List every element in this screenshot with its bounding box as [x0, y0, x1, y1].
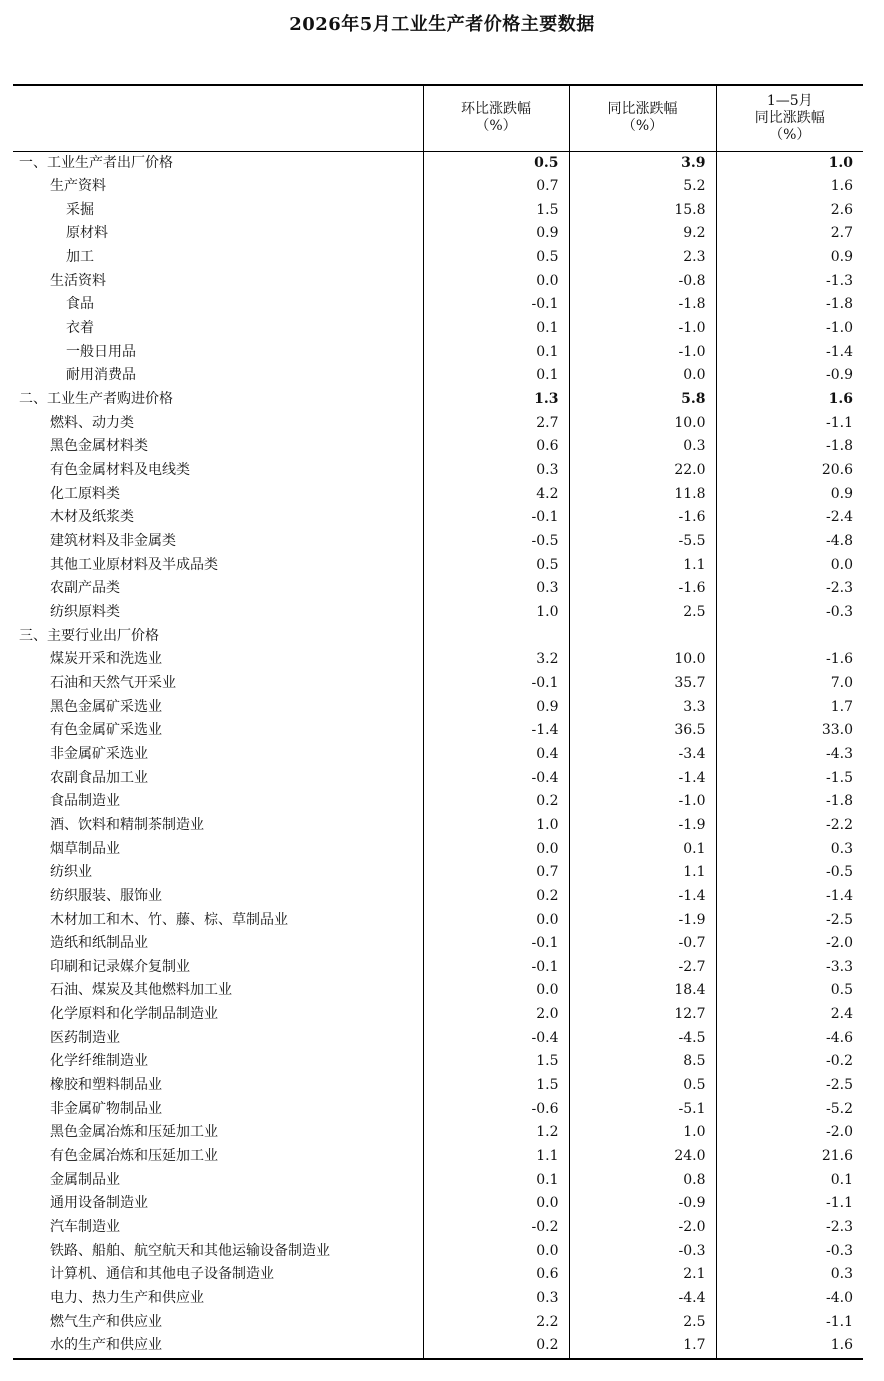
yoy-value: -5.1: [569, 1098, 716, 1122]
mom-value: 2.2: [423, 1311, 569, 1335]
page-title: 2026年5月工业生产者价格主要数据: [289, 14, 595, 35]
mom-value: 3.2: [423, 648, 569, 672]
table-row: [13, 1334, 863, 1359]
row-label: 非金属矿物制品业: [50, 1100, 162, 1117]
header-mom: [423, 85, 569, 151]
yoy-value: 5.2: [569, 175, 716, 199]
mom-value: 0.0: [423, 838, 569, 862]
mom-value: 1.2: [423, 1121, 569, 1145]
ytd-value: -1.8: [716, 790, 863, 814]
table-row: [13, 767, 863, 791]
header-label-cell: [13, 85, 423, 151]
table-row: [13, 364, 863, 388]
table-row: [13, 956, 863, 980]
yoy-value: 8.5: [569, 1050, 716, 1074]
yoy-value: 22.0: [569, 459, 716, 483]
row-label: 水的生产和供应业: [13, 1334, 423, 1359]
yoy-value: 1.1: [569, 861, 716, 885]
ytd-value: 2.6: [716, 199, 863, 223]
row-label: 电力、热力生产和供应业: [50, 1290, 204, 1306]
table-row: [13, 1027, 863, 1051]
mom-value: 1.3: [423, 388, 569, 412]
yoy-value: 9.2: [569, 222, 716, 246]
row-label: 有色金属矿采选业: [50, 722, 162, 739]
yoy-value: 3.9: [569, 151, 716, 175]
mom-value: 0.4: [423, 743, 569, 767]
mom-value: -0.1: [423, 932, 569, 956]
yoy-value: 1.7: [569, 1334, 716, 1359]
mom-value: 1.5: [423, 199, 569, 223]
ytd-value: 1.7: [716, 696, 863, 720]
header-yoy-unit: （%）: [621, 118, 664, 135]
header-ytd-unit: （%）: [769, 126, 811, 143]
mom-value: -0.6: [423, 1098, 569, 1122]
row-label: 木材及纸浆类: [50, 509, 134, 526]
row-label: 燃料、动力类: [50, 414, 134, 431]
yoy-value: -0.9: [569, 1192, 716, 1216]
ytd-value: -0.3: [716, 1240, 863, 1264]
yoy-value: 11.8: [569, 483, 716, 507]
mom-value: 2.7: [423, 412, 569, 436]
ytd-value: 7.0: [716, 672, 863, 696]
ytd-value: 1.6: [716, 388, 863, 412]
mom-value: 0.0: [423, 1192, 569, 1216]
ytd-value: -2.2: [716, 814, 863, 838]
ytd-value: -1.1: [716, 412, 863, 436]
table-body: [13, 151, 863, 1359]
mom-value: 0.0: [423, 909, 569, 933]
row-label: 煤炭开采和洗选业: [50, 651, 162, 668]
mom-value: 0.1: [423, 341, 569, 365]
mom-value: -0.1: [423, 293, 569, 317]
yoy-value: 2.5: [569, 1311, 716, 1335]
mom-value: -0.4: [423, 1027, 569, 1051]
yoy-value: -1.0: [569, 790, 716, 814]
mom-value: 0.6: [423, 435, 569, 459]
price-data-table: [13, 84, 863, 1360]
mom-value: 0.9: [423, 222, 569, 246]
ytd-value: 2.7: [716, 222, 863, 246]
row-label: 石油和天然气开采业: [50, 674, 176, 691]
ytd-value: 2.4: [716, 1003, 863, 1027]
yoy-value: 0.8: [569, 1169, 716, 1193]
ytd-value: 21.6: [716, 1145, 863, 1169]
ytd-value: 0.9: [716, 483, 863, 507]
row-label: 计算机、通信和其他电子设备制造业: [50, 1266, 274, 1283]
row-label: 铁路、船舶、航空航天和其他运输设备制造业: [50, 1242, 330, 1259]
mom-value: 0.9: [423, 696, 569, 720]
header-mom-text: 环比涨跌幅: [461, 101, 531, 118]
header-yoy: [569, 85, 716, 151]
yoy-value: -1.0: [569, 317, 716, 341]
mom-value: -0.2: [423, 1216, 569, 1240]
yoy-value: -1.4: [569, 885, 716, 909]
mom-value: 0.2: [423, 885, 569, 909]
yoy-value: -1.9: [569, 909, 716, 933]
ytd-value: -0.2: [716, 1050, 863, 1074]
table-row: [13, 838, 863, 862]
row-label: 采掘: [66, 201, 94, 218]
table-row: [13, 885, 863, 909]
yoy-value: -1.4: [569, 767, 716, 791]
ytd-value: -2.5: [716, 1074, 863, 1098]
mom-value: 0.3: [423, 1287, 569, 1311]
row-label: 化学纤维制造业: [50, 1053, 148, 1070]
mom-value: 0.1: [423, 317, 569, 341]
ytd-value: -1.1: [716, 1192, 863, 1216]
mom-value: 0.1: [423, 364, 569, 388]
header-ytd-period: 1—5月: [766, 92, 813, 109]
table-row: [13, 672, 863, 696]
row-label: 农副食品加工业: [50, 769, 148, 786]
row-label: 食品制造业: [50, 793, 120, 810]
ytd-value: 0.9: [716, 246, 863, 270]
table-row: [13, 979, 863, 1003]
ytd-value: -1.1: [716, 1311, 863, 1335]
yoy-value: [569, 625, 716, 649]
ytd-value: -4.8: [716, 530, 863, 554]
yoy-value: -1.6: [569, 577, 716, 601]
ytd-value: -1.6: [716, 648, 863, 672]
header-mom-unit: （%）: [475, 118, 517, 135]
mom-value: -0.1: [423, 506, 569, 530]
ytd-value: 0.1: [716, 1169, 863, 1193]
ytd-value: -1.4: [716, 885, 863, 909]
row-label: 建筑材料及非金属类: [50, 533, 176, 549]
header-yoy-text: 同比涨跌幅: [607, 101, 678, 118]
table-row: [13, 199, 863, 223]
row-label: 二、工业生产者购进价格: [19, 391, 173, 408]
row-label: 三、主要行业出厂价格: [19, 627, 159, 644]
table-row: [13, 790, 863, 814]
table-row: [13, 696, 863, 720]
ytd-value: -1.8: [716, 293, 863, 317]
yoy-value: -4.5: [569, 1027, 716, 1051]
mom-value: 0.2: [423, 1334, 569, 1359]
ytd-value: -0.3: [716, 601, 863, 625]
yoy-value: 35.7: [569, 672, 716, 696]
ytd-value: -3.3: [716, 956, 863, 980]
ytd-value: 1.0: [716, 151, 863, 175]
ytd-value: -2.3: [716, 577, 863, 601]
row-label: 黑色金属冶炼和压延加工业: [50, 1124, 218, 1141]
mom-value: -0.5: [423, 530, 569, 554]
row-label: 化工原料类: [50, 485, 120, 502]
yoy-value: 10.0: [569, 648, 716, 672]
yoy-value: 1.0: [569, 1121, 716, 1145]
table-row: [13, 1074, 863, 1098]
row-label: 原材料: [66, 225, 108, 242]
ytd-value: -2.0: [716, 1121, 863, 1145]
ytd-value: -1.0: [716, 317, 863, 341]
table-row: [13, 1169, 863, 1193]
yoy-value: -3.4: [569, 743, 716, 767]
ytd-value: -4.6: [716, 1027, 863, 1051]
yoy-value: 36.5: [569, 719, 716, 743]
yoy-value: 3.3: [569, 696, 716, 720]
table-row: [13, 1121, 863, 1145]
ytd-value: -2.4: [716, 506, 863, 530]
table-row: [13, 625, 863, 649]
yoy-value: -1.8: [569, 293, 716, 317]
table-row: [13, 293, 863, 317]
row-label: 纺织原料类: [50, 603, 120, 620]
yoy-value: 24.0: [569, 1145, 716, 1169]
ytd-value: [716, 625, 863, 649]
row-label: 食品: [66, 296, 94, 313]
yoy-value: 2.1: [569, 1263, 716, 1287]
table-row: [13, 435, 863, 459]
row-label: 一般日用品: [66, 343, 136, 360]
mom-value: 0.5: [423, 554, 569, 578]
ytd-value: 20.6: [716, 459, 863, 483]
table-row: [13, 222, 863, 246]
yoy-value: 12.7: [569, 1003, 716, 1027]
table-header: [13, 85, 863, 151]
row-label: 橡胶和塑料制品业: [50, 1077, 162, 1094]
mom-value: 0.0: [423, 270, 569, 294]
mom-value: 0.5: [423, 151, 569, 175]
ytd-value: -2.3: [716, 1216, 863, 1240]
table-row: [13, 1003, 863, 1027]
yoy-value: -0.7: [569, 932, 716, 956]
ytd-value: -5.2: [716, 1098, 863, 1122]
row-label: 造纸和纸制品业: [50, 935, 148, 952]
mom-value: 0.3: [423, 459, 569, 483]
table-row: [13, 459, 863, 483]
table-row: [13, 341, 863, 365]
ytd-value: -1.3: [716, 270, 863, 294]
mom-value: -0.4: [423, 767, 569, 791]
ytd-value: -1.5: [716, 767, 863, 791]
table-row: [13, 246, 863, 270]
table-row: [13, 388, 863, 412]
table-row: [13, 1192, 863, 1216]
row-label: 汽车制造业: [50, 1219, 120, 1236]
row-label: 木材加工和木、竹、藤、棕、草制品业: [50, 911, 288, 928]
table-row: [13, 932, 863, 956]
yoy-value: 0.5: [569, 1074, 716, 1098]
row-label: 纺织业: [50, 864, 92, 881]
yoy-value: 2.3: [569, 246, 716, 270]
yoy-value: 15.8: [569, 199, 716, 223]
mom-value: 0.0: [423, 979, 569, 1003]
row-label: 加工: [66, 249, 94, 266]
table-row: [13, 1216, 863, 1240]
table-row: [13, 1311, 863, 1335]
row-label: 非金属矿采选业: [50, 745, 148, 762]
table-row: [13, 1263, 863, 1287]
row-label: 衣着: [66, 320, 94, 337]
table-row: [13, 506, 863, 530]
yoy-value: -1.0: [569, 341, 716, 365]
yoy-value: -1.6: [569, 506, 716, 530]
table-row: [13, 577, 863, 601]
row-label: 石油、煤炭及其他燃料加工业: [50, 982, 232, 999]
mom-value: 0.6: [423, 1263, 569, 1287]
yoy-value: 5.8: [569, 388, 716, 412]
row-label: 其他工业原材料及半成品类: [50, 556, 218, 573]
table-row: [13, 554, 863, 578]
row-label: 纺织服装、服饰业: [50, 887, 162, 904]
table-row: [13, 175, 863, 199]
ytd-value: -2.5: [716, 909, 863, 933]
row-label: 有色金属材料及电线类: [50, 462, 190, 479]
ytd-value: -1.4: [716, 341, 863, 365]
mom-value: 4.2: [423, 483, 569, 507]
row-label: 耐用消费品: [66, 367, 136, 384]
ytd-value: 0.3: [716, 1263, 863, 1287]
ytd-value: -0.5: [716, 861, 863, 885]
yoy-value: 0.1: [569, 838, 716, 862]
yoy-value: -4.4: [569, 1287, 716, 1311]
yoy-value: 0.0: [569, 364, 716, 388]
table-row: [13, 151, 863, 175]
row-label: 生活资料: [50, 272, 106, 289]
table-row: [13, 1098, 863, 1122]
table-row: [13, 1287, 863, 1311]
mom-value: [423, 625, 569, 649]
ytd-value: 33.0: [716, 719, 863, 743]
ytd-value: 0.5: [716, 979, 863, 1003]
mom-value: 0.7: [423, 175, 569, 199]
row-label: 生产资料: [50, 178, 106, 195]
row-label: 烟草制品业: [50, 840, 120, 857]
yoy-value: -0.8: [569, 270, 716, 294]
header-ytd-text: 同比涨跌幅: [754, 109, 825, 126]
mom-value: 1.5: [423, 1050, 569, 1074]
ytd-value: -4.3: [716, 743, 863, 767]
table-row: [13, 814, 863, 838]
yoy-value: 10.0: [569, 412, 716, 436]
yoy-value: -1.9: [569, 814, 716, 838]
ytd-value: 0.3: [716, 838, 863, 862]
row-label: 燃气生产和供应业: [50, 1313, 162, 1330]
ytd-value: 1.6: [716, 1334, 863, 1359]
ytd-value: -1.8: [716, 435, 863, 459]
row-label: 金属制品业: [50, 1171, 120, 1188]
mom-value: 1.1: [423, 1145, 569, 1169]
table-row: [13, 743, 863, 767]
row-label: 印刷和记录媒介复制业: [50, 958, 190, 975]
row-label: 有色金属冶炼和压延加工业: [50, 1148, 218, 1165]
yoy-value: 1.1: [569, 554, 716, 578]
mom-value: 0.7: [423, 861, 569, 885]
mom-value: 0.1: [423, 1169, 569, 1193]
table-row: [13, 270, 863, 294]
yoy-value: -0.3: [569, 1240, 716, 1264]
table-row: [13, 1240, 863, 1264]
table-row: [13, 909, 863, 933]
mom-value: -0.1: [423, 956, 569, 980]
mom-value: 0.3: [423, 577, 569, 601]
mom-value: -1.4: [423, 719, 569, 743]
ytd-value: -0.9: [716, 364, 863, 388]
table-row: [13, 648, 863, 672]
mom-value: 0.2: [423, 790, 569, 814]
ytd-value: 1.6: [716, 175, 863, 199]
mom-value: 2.0: [423, 1003, 569, 1027]
table-row: [13, 412, 863, 436]
table-row: [13, 317, 863, 341]
yoy-value: -2.7: [569, 956, 716, 980]
yoy-value: -5.5: [569, 530, 716, 554]
row-label: 医药制造业: [50, 1029, 120, 1046]
yoy-value: 2.5: [569, 601, 716, 625]
mom-value: 1.5: [423, 1074, 569, 1098]
table-row: [13, 1050, 863, 1074]
table-row: [13, 719, 863, 743]
ytd-value: -2.0: [716, 932, 863, 956]
table-row: [13, 483, 863, 507]
mom-value: 0.0: [423, 1240, 569, 1264]
yoy-value: 0.3: [569, 435, 716, 459]
yoy-value: 18.4: [569, 979, 716, 1003]
mom-value: -0.1: [423, 672, 569, 696]
mom-value: 1.0: [423, 601, 569, 625]
row-label: 一、工业生产者出厂价格: [19, 154, 173, 171]
row-label: 化学原料和化学制品制造业: [50, 1006, 218, 1023]
row-label: 黑色金属矿采选业: [50, 698, 162, 715]
header-ytd: [716, 85, 863, 151]
table-row: [13, 1145, 863, 1169]
mom-value: 0.5: [423, 246, 569, 270]
row-label: 通用设备制造业: [50, 1195, 148, 1212]
row-label: 黑色金属材料类: [50, 438, 148, 455]
table-row: [13, 601, 863, 625]
row-label: 农副产品类: [50, 580, 120, 597]
yoy-value: -2.0: [569, 1216, 716, 1240]
table-row: [13, 530, 863, 554]
table-row: [13, 861, 863, 885]
mom-value: 1.0: [423, 814, 569, 838]
ytd-value: 0.0: [716, 554, 863, 578]
row-label: 酒、饮料和精制茶制造业: [50, 816, 204, 833]
ytd-value: -4.0: [716, 1287, 863, 1311]
